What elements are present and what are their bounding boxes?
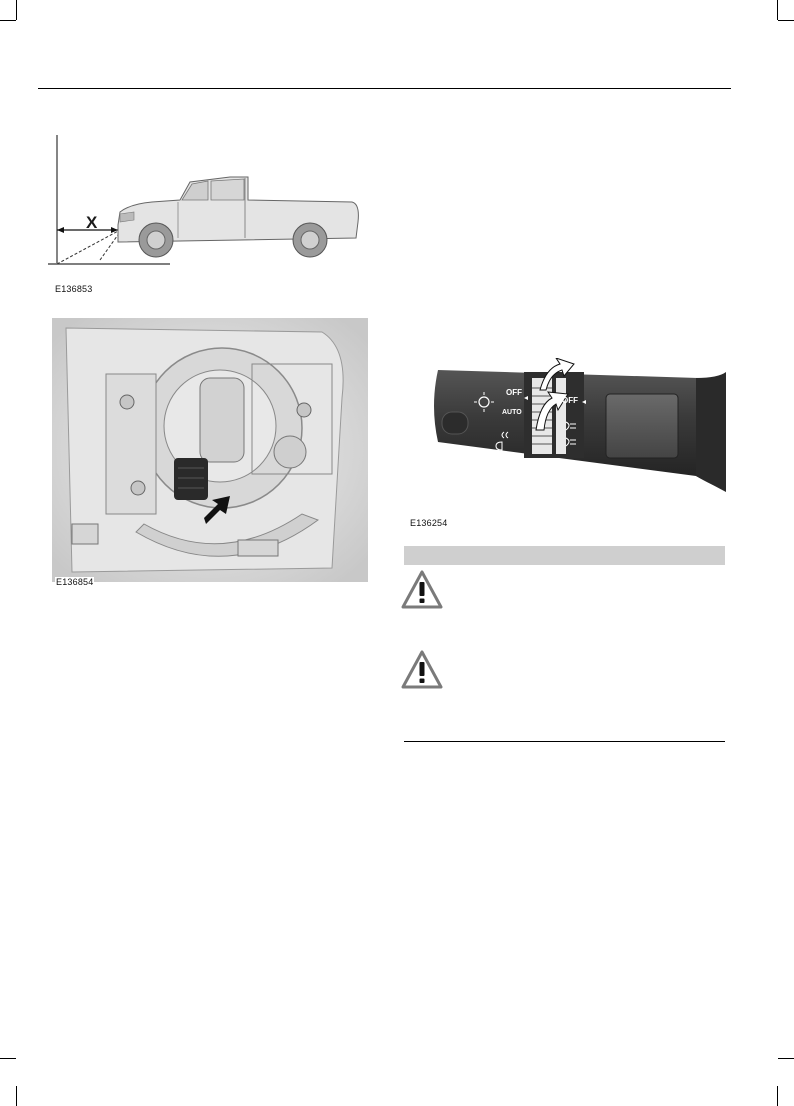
crop-mark <box>16 0 17 20</box>
crop-mark <box>0 1058 16 1059</box>
switch-label-auto: AUTO <box>502 409 522 416</box>
crop-mark <box>777 0 778 20</box>
distance-label: X <box>86 213 98 232</box>
figure-caption: E136854 <box>56 577 94 587</box>
header-rule <box>38 88 731 89</box>
warning-triangle-icon <box>401 650 443 690</box>
crop-mark <box>777 1086 778 1106</box>
section-end-rule <box>404 741 725 742</box>
headlamp-illustration <box>52 318 368 582</box>
crop-mark <box>778 1058 794 1059</box>
warning-triangle-icon <box>401 570 443 610</box>
warning-header-bar <box>404 546 725 565</box>
switch-label-off-left: OFF <box>506 388 522 397</box>
crop-mark <box>16 1086 17 1106</box>
crop-mark <box>778 20 794 21</box>
crop-mark <box>0 20 16 21</box>
switch-label-off-right: OFF <box>562 396 578 405</box>
truck-illustration <box>40 130 370 270</box>
figure-caption: E136254 <box>410 518 448 528</box>
figure-caption: E136853 <box>55 284 93 294</box>
light-switch-illustration <box>428 358 726 498</box>
